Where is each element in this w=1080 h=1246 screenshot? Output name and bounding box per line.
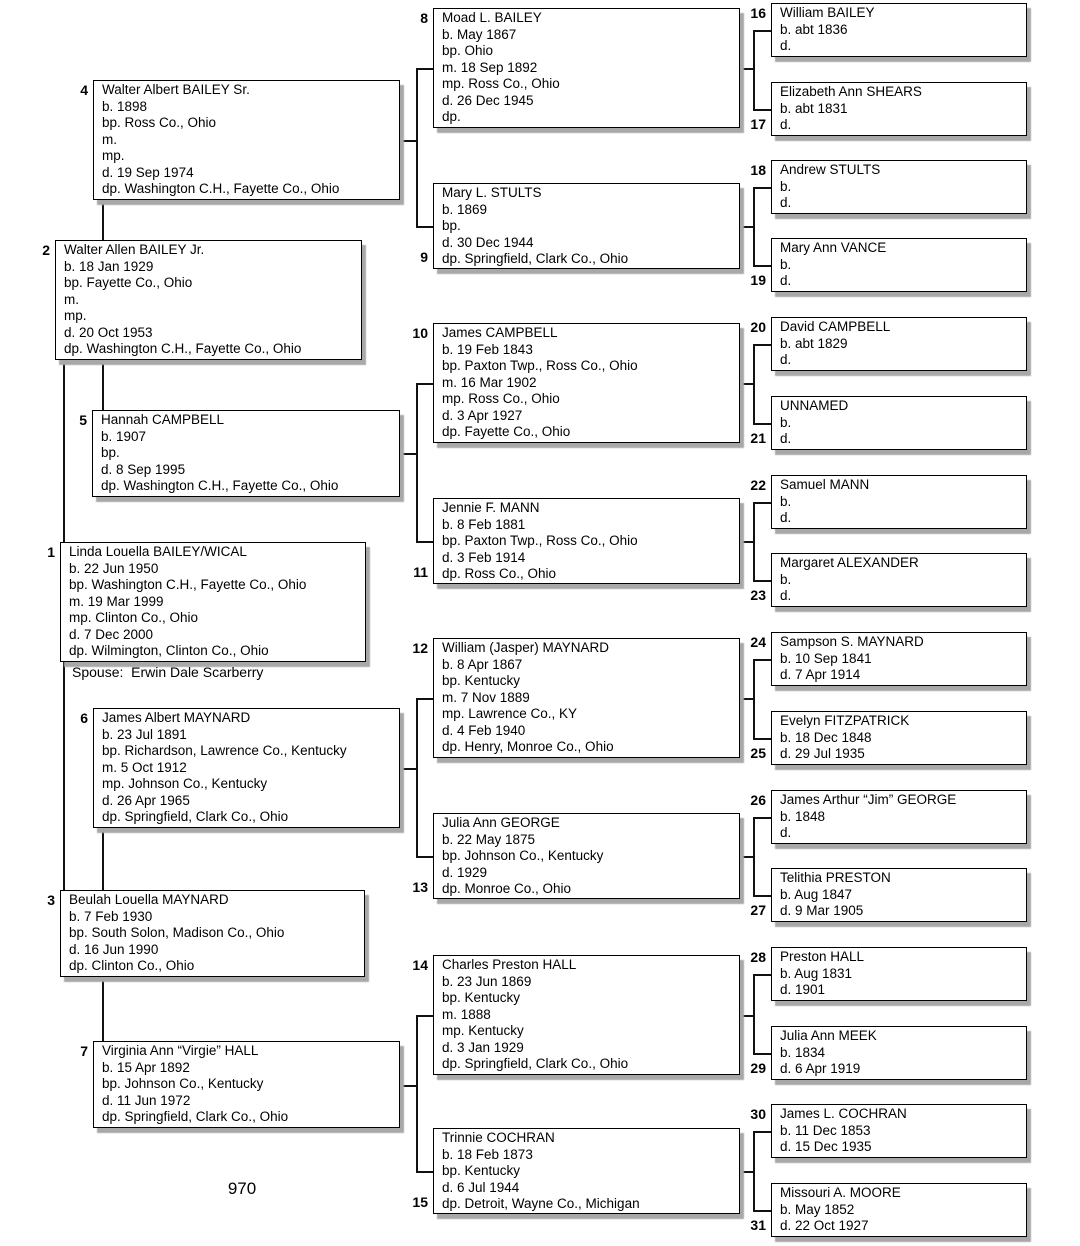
connector-segment bbox=[753, 1131, 771, 1133]
person-detail: dp. Ross Co., Ohio bbox=[442, 566, 557, 581]
connector-segment bbox=[753, 1210, 771, 1212]
person-detail: dp. Clinton Co., Ohio bbox=[69, 958, 195, 973]
person-box bbox=[420, 8, 740, 128]
person-details bbox=[780, 257, 1020, 290]
connector-segment bbox=[753, 344, 771, 346]
person-details bbox=[442, 517, 733, 583]
person-detail: b. 15 Apr 1892 bbox=[102, 1059, 190, 1075]
connector-segment bbox=[740, 698, 753, 700]
person-detail: m. 7 Nov 1889 bbox=[442, 689, 530, 705]
person-name: Andrew STULTS bbox=[780, 162, 881, 177]
ahnentafel-number: 17 bbox=[750, 116, 766, 132]
person-detail: b. 8 Apr 1867 bbox=[442, 656, 523, 672]
person-box bbox=[750, 160, 1027, 214]
ahnentafel-number: 14 bbox=[412, 957, 428, 973]
person-details bbox=[442, 342, 733, 441]
connector-segment bbox=[753, 895, 771, 897]
person-detail: b. 1869 bbox=[442, 201, 488, 217]
person-detail: d. 26 Dec 1945 bbox=[442, 92, 534, 108]
person-detail: mp. bbox=[102, 148, 125, 163]
person-detail: d. 29 Jul 1935 bbox=[780, 746, 865, 761]
person-name: James CAMPBELL bbox=[442, 325, 558, 340]
person-detail: bp. Richardson, Lawrence Co., Kentucky bbox=[102, 743, 347, 758]
connector-segment bbox=[753, 659, 771, 661]
person-details bbox=[442, 27, 733, 126]
person-box bbox=[80, 80, 400, 200]
person-box bbox=[412, 323, 740, 443]
person-detail: dp. Washington C.H., Fayette Co., Ohio bbox=[64, 341, 302, 356]
person-name: Moad L. BAILEY bbox=[442, 10, 542, 25]
person-box bbox=[420, 183, 740, 269]
person-detail: d. 6 Jul 1944 bbox=[442, 1179, 520, 1195]
person-detail: dp. Springfield, Clark Co., Ohio bbox=[102, 1109, 289, 1124]
person-box bbox=[79, 410, 400, 497]
person-detail: d. bbox=[780, 38, 792, 53]
person-box bbox=[750, 553, 1027, 607]
person-box bbox=[750, 632, 1027, 686]
person-name: James Albert MAYNARD bbox=[102, 710, 251, 725]
person-details bbox=[780, 809, 1020, 842]
person-detail: b. 7 Feb 1930 bbox=[69, 908, 153, 924]
person-box bbox=[750, 790, 1027, 844]
person-box bbox=[412, 813, 740, 899]
connector-segment bbox=[753, 265, 771, 267]
person-detail: d. 20 Oct 1953 bbox=[64, 324, 153, 340]
person-box bbox=[750, 1183, 1027, 1237]
person-box bbox=[750, 475, 1027, 529]
ahnentafel-number: 9 bbox=[420, 249, 428, 265]
ahnentafel-number: 11 bbox=[413, 564, 428, 580]
connector-segment bbox=[753, 187, 771, 189]
person-details bbox=[780, 336, 1020, 369]
person-name: Mary Ann VANCE bbox=[780, 240, 887, 255]
person-name: Jennie F. MANN bbox=[442, 500, 540, 515]
ahnentafel-number: 4 bbox=[80, 82, 88, 98]
person-name: Trinnie COCHRAN bbox=[442, 1130, 555, 1145]
connector-segment bbox=[400, 140, 416, 142]
ahnentafel-number: 7 bbox=[80, 1043, 88, 1059]
person-details bbox=[442, 202, 733, 268]
ahnentafel-number: 13 bbox=[412, 879, 428, 895]
person-detail: d. bbox=[780, 352, 792, 367]
person-detail: b. bbox=[780, 493, 792, 509]
person-detail: dp. Washington C.H., Fayette Co., Ohio bbox=[101, 478, 339, 493]
person-detail: dp. Springfield, Clark Co., Ohio bbox=[442, 251, 629, 266]
person-detail: m. bbox=[64, 291, 79, 307]
person-detail: d. 19 Sep 1974 bbox=[102, 164, 194, 180]
person-details bbox=[780, 966, 1020, 999]
connector-segment bbox=[416, 226, 433, 228]
person-detail: b. May 1852 bbox=[780, 1201, 855, 1217]
person-detail: b. 11 Dec 1853 bbox=[780, 1122, 871, 1138]
person-detail: mp. Ross Co., Ohio bbox=[442, 391, 560, 406]
person-detail: mp. Kentucky bbox=[442, 1023, 524, 1038]
person-name: Linda Louella BAILEY/WICAL bbox=[69, 544, 247, 559]
person-details bbox=[69, 909, 358, 975]
person-name: UNNAMED bbox=[780, 398, 849, 413]
person-detail: b. 18 Feb 1873 bbox=[442, 1146, 533, 1162]
person-details bbox=[442, 657, 733, 756]
person-detail: bp. Ross Co., Ohio bbox=[102, 115, 217, 130]
person-box bbox=[750, 1104, 1027, 1158]
person-detail: b. bbox=[780, 414, 792, 430]
person-details bbox=[780, 101, 1020, 134]
person-name: Mary L. STULTS bbox=[442, 185, 542, 200]
person-box bbox=[42, 240, 362, 360]
connector-segment bbox=[753, 738, 771, 740]
ahnentafel-number: 1 bbox=[47, 544, 55, 560]
person-name: Missouri A. MOORE bbox=[780, 1185, 901, 1200]
person-box bbox=[80, 708, 400, 828]
person-name: William (Jasper) MAYNARD bbox=[442, 640, 610, 655]
person-detail: b. 22 May 1875 bbox=[442, 831, 536, 847]
person-detail: mp. Clinton Co., Ohio bbox=[69, 610, 199, 625]
person-detail: b. 19 Feb 1843 bbox=[442, 341, 533, 357]
connector-segment bbox=[416, 698, 418, 858]
ahnentafel-number: 18 bbox=[750, 162, 766, 178]
person-detail: d. 7 Apr 1914 bbox=[780, 667, 861, 682]
ahnentafel-number: 16 bbox=[750, 5, 766, 21]
person-box bbox=[750, 947, 1027, 1001]
person-name: Margaret ALEXANDER bbox=[780, 555, 919, 570]
connector-segment bbox=[740, 1171, 753, 1173]
connector-segment bbox=[416, 68, 433, 70]
person-name: Elizabeth Ann SHEARS bbox=[780, 84, 922, 99]
person-detail: dp. Washington C.H., Fayette Co., Ohio bbox=[102, 181, 340, 196]
person-detail: m. 18 Sep 1892 bbox=[442, 59, 538, 75]
person-detail: d. 16 Jun 1990 bbox=[69, 941, 159, 957]
person-detail: bp. Johnson Co., Kentucky bbox=[442, 848, 604, 863]
connector-segment bbox=[400, 768, 416, 770]
person-details bbox=[780, 1202, 1020, 1235]
person-detail: dp. bbox=[442, 109, 461, 124]
person-name: James Arthur “Jim” GEORGE bbox=[780, 792, 957, 807]
person-detail: d. 6 Apr 1919 bbox=[780, 1061, 861, 1076]
connector-segment bbox=[753, 109, 771, 111]
connector-segment bbox=[753, 659, 755, 740]
person-box bbox=[750, 868, 1027, 922]
person-detail: mp. Johnson Co., Kentucky bbox=[102, 776, 268, 791]
person-detail: bp. South Solon, Madison Co., Ohio bbox=[69, 925, 285, 940]
person-detail: dp. Henry, Monroe Co., Ohio bbox=[442, 739, 614, 754]
connector-segment bbox=[753, 974, 771, 976]
person-name: Walter Allen BAILEY Jr. bbox=[64, 242, 205, 257]
person-detail: bp. Johnson Co., Kentucky bbox=[102, 1076, 264, 1091]
person-box bbox=[80, 1041, 400, 1128]
connector-segment bbox=[416, 1015, 418, 1173]
person-detail: dp. Springfield, Clark Co., Ohio bbox=[442, 1056, 629, 1071]
person-name: Hannah CAMPBELL bbox=[101, 412, 225, 427]
person-details bbox=[102, 99, 393, 198]
person-details bbox=[780, 572, 1020, 605]
page-number: 970 bbox=[227, 1179, 257, 1198]
person-detail: b. 23 Jun 1869 bbox=[442, 973, 532, 989]
person-detail: dp. Monroe Co., Ohio bbox=[442, 881, 572, 896]
person-detail: b. abt 1831 bbox=[780, 100, 848, 116]
person-name: Virginia Ann “Virgie” HALL bbox=[102, 1043, 259, 1058]
person-detail: m. 1888 bbox=[442, 1006, 491, 1022]
person-name: Charles Preston HALL bbox=[442, 957, 577, 972]
person-details bbox=[442, 974, 733, 1073]
person-name: Julia Ann MEEK bbox=[780, 1028, 877, 1043]
person-details bbox=[442, 1147, 733, 1213]
ahnentafel-number: 15 bbox=[412, 1194, 428, 1210]
person-detail: b. abt 1836 bbox=[780, 21, 848, 37]
person-name: Samuel MANN bbox=[780, 477, 870, 492]
person-detail: m. 5 Oct 1912 bbox=[102, 759, 187, 775]
person-name: James L. COCHRAN bbox=[780, 1106, 907, 1121]
connector-segment bbox=[740, 1015, 753, 1017]
ahnentafel-number: 12 bbox=[412, 640, 428, 656]
connector-segment bbox=[753, 30, 755, 111]
connector-segment bbox=[753, 187, 755, 267]
person-name: Evelyn FITZPATRICK bbox=[780, 713, 910, 728]
person-details bbox=[780, 494, 1020, 527]
person-detail: bp. Kentucky bbox=[442, 673, 521, 688]
person-detail: bp. Kentucky bbox=[442, 990, 521, 1005]
person-detail: mp. bbox=[64, 308, 87, 323]
person-details bbox=[780, 651, 1020, 684]
person-detail: bp. Fayette Co., Ohio bbox=[64, 275, 193, 290]
person-box bbox=[413, 498, 740, 584]
person-name: Beulah Louella MAYNARD bbox=[69, 892, 229, 907]
person-detail: b. abt 1829 bbox=[780, 335, 848, 351]
person-detail: d. 8 Sep 1995 bbox=[101, 461, 186, 477]
person-detail: b. 22 Jun 1950 bbox=[69, 560, 159, 576]
connector-segment bbox=[416, 1015, 433, 1017]
person-detail: mp. Lawrence Co., KY bbox=[442, 706, 578, 721]
person-detail: d. 26 Apr 1965 bbox=[102, 792, 190, 808]
person-details bbox=[102, 1060, 393, 1126]
connector-segment bbox=[753, 30, 771, 32]
person-detail: b. Aug 1847 bbox=[780, 886, 853, 902]
person-detail: b. Aug 1831 bbox=[780, 965, 853, 981]
person-detail: b. bbox=[780, 571, 792, 587]
person-detail: b. 18 Dec 1848 bbox=[780, 729, 872, 745]
connector-segment bbox=[416, 856, 433, 858]
ahnentafel-number: 8 bbox=[420, 10, 428, 26]
connector-segment bbox=[753, 344, 755, 425]
person-detail: d. 22 Oct 1927 bbox=[780, 1218, 869, 1233]
ahnentafel-number: 3 bbox=[47, 892, 55, 908]
person-detail: d. 3 Apr 1927 bbox=[442, 407, 523, 423]
person-details bbox=[780, 1045, 1020, 1078]
ahnentafel-number: 5 bbox=[79, 412, 87, 428]
person-detail: dp. Detroit, Wayne Co., Michigan bbox=[442, 1196, 640, 1211]
person-details bbox=[780, 887, 1020, 920]
ahnentafel-number: 6 bbox=[80, 710, 88, 726]
ahnentafel-number: 31 bbox=[750, 1217, 766, 1233]
person-detail: b. bbox=[780, 256, 792, 272]
person-details bbox=[780, 1123, 1020, 1156]
connector-segment bbox=[753, 423, 771, 425]
person-detail: bp. Paxton Twp., Ross Co., Ohio bbox=[442, 358, 638, 373]
person-box bbox=[750, 82, 1027, 136]
ahnentafel-number: 24 bbox=[750, 634, 766, 650]
person-detail: d. 3 Jan 1929 bbox=[442, 1039, 524, 1055]
ahnentafel-number: 26 bbox=[750, 792, 766, 808]
connector-segment bbox=[400, 453, 416, 455]
connector-segment bbox=[416, 698, 433, 700]
person-detail: m. bbox=[102, 131, 117, 147]
person-detail: mp. Ross Co., Ohio bbox=[442, 76, 560, 91]
person-detail: b. 1898 bbox=[102, 98, 148, 114]
connector-segment bbox=[740, 856, 753, 858]
ahnentafel-number: 28 bbox=[750, 949, 766, 965]
connector-segment bbox=[753, 502, 755, 582]
person-detail: d. bbox=[780, 588, 792, 603]
person-detail: bp. bbox=[442, 218, 461, 233]
person-detail: bp. Kentucky bbox=[442, 1163, 521, 1178]
person-detail: d. bbox=[780, 195, 792, 210]
connector-segment bbox=[753, 1053, 771, 1055]
person-detail: b. 1834 bbox=[780, 1044, 826, 1060]
ahnentafel-number: 30 bbox=[750, 1106, 766, 1122]
person-name: Julia Ann GEORGE bbox=[442, 815, 560, 830]
person-box bbox=[412, 638, 740, 758]
person-detail: bp. bbox=[101, 445, 120, 460]
person-details bbox=[780, 415, 1020, 448]
ahnentafel-number: 22 bbox=[750, 477, 766, 493]
person-detail: dp. Wilmington, Clinton Co., Ohio bbox=[69, 643, 269, 658]
person-box bbox=[412, 1128, 740, 1214]
person-details bbox=[442, 832, 733, 898]
connector-segment bbox=[740, 68, 753, 70]
connector-segment bbox=[740, 226, 753, 228]
person-detail: d. 9 Mar 1905 bbox=[780, 903, 864, 918]
person-box bbox=[750, 3, 1027, 57]
person-detail: d. 3 Feb 1914 bbox=[442, 549, 526, 565]
ahnentafel-number: 21 bbox=[750, 430, 766, 446]
connector-segment bbox=[416, 68, 418, 228]
connector-segment bbox=[753, 502, 771, 504]
person-detail: bp. Ohio bbox=[442, 43, 494, 58]
person-detail: b. 1907 bbox=[101, 428, 147, 444]
person-detail: dp. Fayette Co., Ohio bbox=[442, 424, 571, 439]
ahnentafel-number: 23 bbox=[750, 587, 766, 603]
person-detail: d. 11 Jun 1972 bbox=[102, 1092, 191, 1108]
person-detail: bp. Washington C.H., Fayette Co., Ohio bbox=[69, 577, 307, 592]
connector-segment bbox=[753, 817, 771, 819]
person-detail: d. 15 Dec 1935 bbox=[780, 1139, 872, 1154]
person-box bbox=[750, 1026, 1027, 1080]
person-box bbox=[750, 317, 1027, 371]
person-detail: b. 1848 bbox=[780, 808, 826, 824]
person-detail: d. bbox=[780, 273, 792, 288]
person-detail: d. bbox=[780, 510, 792, 525]
connector-segment bbox=[416, 383, 433, 385]
person-detail: d. 30 Dec 1944 bbox=[442, 234, 534, 250]
person-detail: b. 8 Feb 1881 bbox=[442, 516, 526, 532]
person-name: Telithia PRESTON bbox=[780, 870, 891, 885]
person-detail: m. 19 Mar 1999 bbox=[69, 593, 164, 609]
person-box bbox=[750, 711, 1027, 765]
person-detail: bp. Paxton Twp., Ross Co., Ohio bbox=[442, 533, 638, 548]
person-details bbox=[780, 179, 1020, 212]
person-detail: d. bbox=[780, 117, 792, 132]
person-name: Sampson S. MAYNARD bbox=[780, 634, 924, 649]
person-details bbox=[780, 730, 1020, 763]
person-detail: dp. Springfield, Clark Co., Ohio bbox=[102, 809, 289, 824]
person-box bbox=[47, 542, 366, 662]
connector-segment bbox=[416, 383, 418, 543]
person-name: David CAMPBELL bbox=[780, 319, 891, 334]
person-box bbox=[412, 955, 740, 1075]
person-details bbox=[69, 561, 359, 660]
connector-segment bbox=[740, 541, 753, 543]
ahnentafel-number: 2 bbox=[42, 242, 50, 258]
person-detail: d. bbox=[780, 431, 792, 446]
ahnentafel-number: 29 bbox=[750, 1060, 766, 1076]
spouse-note: Spouse: Erwin Dale Scarberry bbox=[72, 664, 264, 680]
person-name: Walter Albert BAILEY Sr. bbox=[102, 82, 250, 97]
connector-segment bbox=[753, 580, 771, 582]
person-detail: d. 4 Feb 1940 bbox=[442, 722, 526, 738]
person-detail: d. bbox=[780, 825, 792, 840]
ahnentafel-number: 27 bbox=[750, 902, 766, 918]
connector-segment bbox=[400, 1085, 416, 1087]
connector-segment bbox=[740, 383, 753, 385]
person-detail: b. bbox=[780, 178, 792, 194]
person-details bbox=[780, 22, 1020, 55]
ahnentafel-number: 20 bbox=[750, 319, 766, 335]
connector-segment bbox=[753, 817, 755, 897]
person-details bbox=[64, 259, 355, 358]
person-detail: d. 1929 bbox=[442, 864, 488, 880]
person-details bbox=[102, 727, 393, 826]
ahnentafel-number: 19 bbox=[750, 272, 766, 288]
ahnentafel-number: 25 bbox=[750, 745, 766, 761]
person-detail: b. May 1867 bbox=[442, 26, 517, 42]
person-detail: b. 10 Sep 1841 bbox=[780, 650, 872, 666]
person-detail: d. 1901 bbox=[780, 982, 826, 997]
person-detail: m. 16 Mar 1902 bbox=[442, 374, 537, 390]
person-details bbox=[101, 429, 393, 495]
person-detail: b. 18 Jan 1929 bbox=[64, 258, 154, 274]
connector-segment bbox=[416, 541, 433, 543]
person-detail: b. 23 Jul 1891 bbox=[102, 726, 187, 742]
person-box bbox=[750, 238, 1027, 292]
person-name: William BAILEY bbox=[780, 5, 875, 20]
person-detail: d. 7 Dec 2000 bbox=[69, 626, 154, 642]
connector-segment bbox=[416, 1171, 433, 1173]
person-name: Preston HALL bbox=[780, 949, 865, 964]
connector-segment bbox=[753, 974, 755, 1055]
person-box bbox=[47, 890, 365, 977]
person-box bbox=[750, 396, 1027, 450]
connector-segment bbox=[753, 1131, 755, 1212]
ahnentafel-number: 10 bbox=[412, 325, 428, 341]
